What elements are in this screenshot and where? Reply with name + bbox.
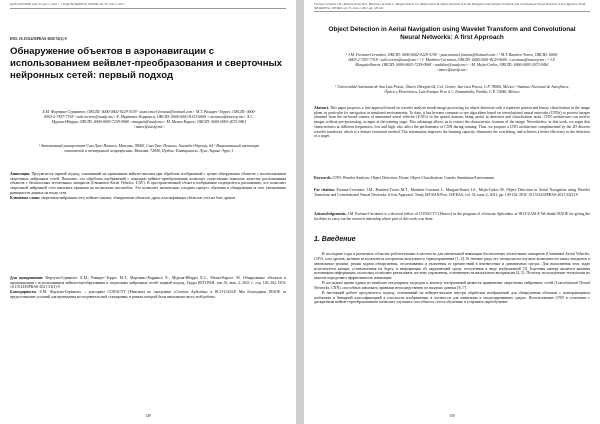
keywords-text-ru: сверточная нейронная сеть; вейвлет-анализ; обнаружение объектов; дрон; классификация объектов; сеть на базе дронов [40, 195, 236, 200]
affiliations-ru: ¹ Автономный университет Сан-Луис-Потоси, Мексика, 78000, Сан-Луис-Потоси, Аламеда Обрегон, 64 ² Национальный институт оптической и электронной астрофизики, Мексика, 72840, Пуэбла, Тонанцинтла, Луис Энрике Эрро, 1 [38, 144, 260, 153]
citation-ru [10, 276, 286, 300]
keywords-label-ru: Ключевые слова: [10, 195, 40, 200]
abstract-text-ru: Предлагается первый подход, основанный на применении вейвлет-анализа при обработке изображений с целью обнаружения объектов с использованием сверточных нейронных сетей. Показано, что обработка изображений с помощью вейвлет-преобразования позволяет существенно повысить качество распознавания объектов с беспилотных летательных аппаратов (Unmanned Aerial Vehicles, UAV). В пространственной области изображение подвергается разложению, что позволяет сверточной нейронной сети извлекать признаки на нескольких масштабах. Это позволяет значительно ускорить процесс обучения и обнаружения за счет уменьшения размерности данных на входе сети. [10, 172, 286, 195]
article-title-en: Object Detection in Aerial Navigation using Wavelet Transform and Convolutional Neural Networks: A first Approach [328, 26, 576, 41]
ack-label-ru: Благодарности. [10, 290, 37, 295]
keywords-label-en: Keywords: [314, 176, 332, 180]
ack-text-en: J.M. Fortuna-Cervantes is a doctoral fellow of CONACYT (Mexico) in the program of «Ciencias Aplicadas» at IICO-UASLP. We thank INAOE for giving the facilities to carry out the research internship where part of this work was done. [314, 212, 590, 221]
citation-text-ru: Фортуна-Сервантес Х.М., Рамирес-Торрес М.Т., Мартинес-Карранса Х., Мургия-Ибарра Х.С., Мехиа-Карлос М. Обнаружение объектов в аэронавигации с использованием вейвлет-преобразования и сверточных нейронных сетей: первый подход. Труды ИСП РАН, том 33, вып. 2, 2021 г., стр. 149–162. DOI: 10.15514/ISPRAS-2021-33(2)-9 [10, 276, 287, 290]
abstract-en [314, 106, 590, 139]
page-number-right: 150 [449, 414, 455, 418]
running-head-right: Fortuna-Cervantes J.M., Ramírez-Torres M.T., Martínez-Carranza J., Murguía-Ibarra J.S., Mejía-Carlos M. Object Detection in Aerial Navigation using Wavelet Transform and Convolutional Neural Networks: A first Approach. Trudy ISP RAN/Proc. ISP RAS, vol. 33, issue 2, 2021, pp. 149-162 [314, 3, 590, 12]
article-title-ru: Обнаружение объектов в аэронавигации с использованием вейвлет-преобразования и сверточных нейронных сетей: первый подход [10, 46, 283, 81]
ack-text-ru: Х.М. Фортуна-Сервантес – докторант CONACYT (Мексика) по программе «Ciencias Aplicadas» в IICO-UASLP. Мы благодарим INAOE за предоставление условий для проведения исследовательской стажировки, в рамках которой была выполнена часть этой работы. [10, 290, 287, 299]
introduction-body [314, 252, 590, 305]
acknowledgements-en [314, 212, 590, 221]
intro-paragraph: В настоящей работе предлагается подход, основанный на вейвлет-анализе внутри обработки изображений для обнаружения объектов с повторяющимся шаблоном и бинарной классификацией в плоскости изображения, в частности для навигации в смоделированных средах. Использование CNN в сочетании с дискретным вейвлет-преобразованием позволяет улучшить способность сети к обучению и устранить переобучение. [314, 290, 590, 305]
intro-paragraph: В последнее время одним из наиболее популярных подходов к анализу изображений является применение сверточных нейронных сетей (Convolutional Neural Networks, CNN), способных извлекать признаки непосредственно из входных данных [6, 7]. [314, 281, 590, 290]
ack-label-en: Acknowledgements. [314, 212, 347, 216]
abstract-text-en: This paper proposes a first approach based on wavelet analysis inside image processing for object detection with a repetitive pattern and binary classification in the image plane, in particular for navigation in simulated environments. To date, it has become common to use algorithms based on convolutional neural networks (CNNs) to process images obtained from the on-board camera of unmanned aerial vehicles (UAVs) in the spatial domain, being useful in detection and classification tasks. CNN architecture can receive images without pre-processing, as input in the training stage. This advantage allows us to extract the characteristic features of the image. Nevertheless, in this work, we argue that characteristics at different frequencies, low and high, also affect the performance of CNN during training. Thus, we propose a CNN architecture complemented by the 2D discrete wavelet transform, which is a feature extraction method. The information improves the learning capacity, eliminates the overfitting, and achieves a better efficiency in the detection of a target. [314, 106, 590, 139]
left-page [0, 0, 296, 424]
right-page [304, 0, 600, 424]
page-number-left: 149 [145, 414, 151, 418]
page-gutter [296, 0, 304, 424]
authors-ru: Х.М. Фортуна-Сервантес, ORCID: 0000-0002-9229-3159 <juan.rmcel.fortuna@hotmail.com> М.Т. Рамирес-Торрес, ORCID: 0000-0003-2-7457-7318 <rtdo.torresc@uaslp.mx> Х. Мартинес-Карранса, ORCID: 0000-0001-8123-0000 <carranza@inaoep.mx> Х.С. Мургия-Ибарра, ORCID: 0000-0003-7239-0968 <murguia@uaslp.mx> М. Мехиа-Карлос, ORCID: 0000-0003-2072-9461 <mmcc@uaslp.mx> [42, 110, 256, 129]
keywords-text-en: CNN; Wavelet Analysis; Object Detection; Drone; Object Classification; Gazebo Simulation Environment [332, 176, 495, 180]
abstract-ru [10, 172, 286, 200]
abstract-label-en: Abstract. [314, 106, 330, 110]
intro-paragraph: В последние годы в различных областях робототехники в частности для автономной навигации беспилотных летательных аппаратов (Unmanned Aerial Vehicles, UAV), или дронов, активно используются алгоритмы визуального сервоуправления [1, 2]. В течение ряда лет специалисты изучали возможности таких аппаратов в автономном режиме, решая задачи обнаружения, отслеживания и уклонения от препятствий в неизвестных и динамичных средах. Для выполнения этих задач используется камера, установленная на борту, и информация об окружающей среде, полученная в виде изображений [3]. Бортовая камера является важным источником информации, поскольку позволяет реализовать систему управления, основанную на визуальном восприятии [4, 5]. Поэтому используемые технологии во многом определяют эффективность навигации. [314, 252, 590, 281]
running-head-left: Труды ИСП РАН, том 33, вып. 2, 2021 г. // Trudy ISP RAN/Proc. ISP RAS, vol. 33, issue 2, 2021 [10, 3, 286, 9]
citation-en [314, 188, 590, 197]
citation-label-en: For citation: [314, 188, 335, 192]
abstract-label-ru: Аннотация. [10, 172, 31, 176]
doi[interactable]: DOI: 10.15514/ISPRAS-2020-33(2)-9 [10, 37, 67, 41]
section-heading: 1. Введение [314, 236, 356, 243]
citation-label-ru: Для цитирования: [10, 276, 44, 280]
keywords-en [314, 176, 590, 181]
citation-text-en: Fortuna-Cervantes J.M., Ramírez-Torres M.T., Martínez-Carranza J., Murguía-Ibarra J.S., Mejía-Carlos M. Object Detection in Aerial Navigation using Wavelet Transform and Convolutional Neural Networks: A first Approach. Trudy ISP RAN/Proc. ISP RAS, vol. 33, issue 2, 2021, pp. 149-162. DOI: 10.15514/ISPRAS-2021-33(2)-9 [314, 188, 590, 197]
authors-en: ¹ J.M. Fortuna-Cervantes, ORCID: 0000-0002-9229-3159 <juan.manuel.fortuna@hotmail.com> ² M.T. Ramírez-Torres, ORCID: 0000-0003-2-7457-7318 <tulio.torres@uaslp.mx> ³ J. Martínez-Carranza, ORCID: 0000-0001-8123-0000 <carranza@inaoep.mx> ¹ J.S. Murguía-Ibarra, ORCID: 0000-0003-7239-0968 <ondeleto@uaslp.mx> ¹ M. Mejía-Carlos, ORCID: 0000-0003-2072-9461 <mmcc@uaslp.mx> [345, 53, 559, 72]
affiliations-en: ¹ Universidad Autónoma de San Luis Potosí, Álvaro Obregón 64, Col. Centro, San Luis Potosí, C.P. 78000, México ² Instituto Nacional de Astrofísica, Óptica y Electrónica, Luis Enrique Erro # 1, Tonantzintla, Puebla, C.P. 72840, México [335, 85, 569, 94]
